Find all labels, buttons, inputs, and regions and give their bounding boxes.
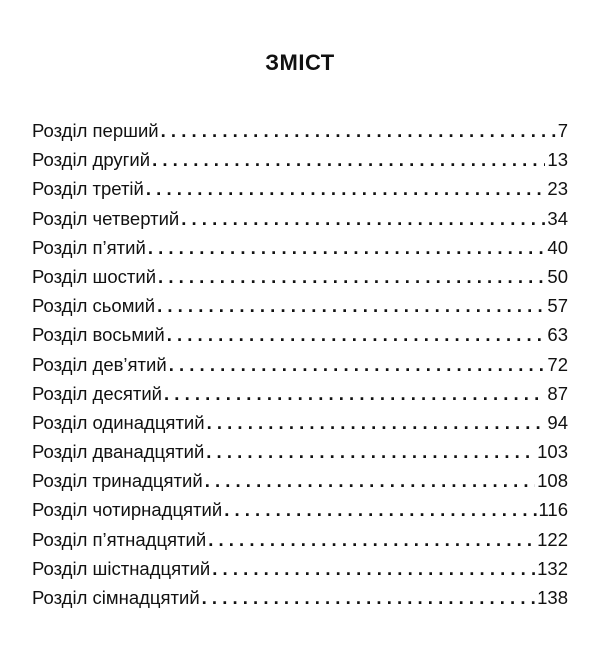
toc-entry-label: Розділ чотирнадцятий xyxy=(32,499,223,521)
toc-entry xyxy=(32,204,568,233)
toc-entry-page: 132 xyxy=(537,557,568,579)
toc-entry-label: Розділ четвертий xyxy=(32,207,180,229)
toc-entry-page: 13 xyxy=(547,149,568,171)
toc-entry-label: Розділ дев’ятий xyxy=(32,353,167,375)
toc-entry xyxy=(32,262,568,291)
toc-entry-page: 138 xyxy=(537,587,568,608)
toc-dot-leader xyxy=(208,525,535,554)
toc-entry-page: 122 xyxy=(537,528,568,550)
toc-entry-label: Розділ тринадцятий xyxy=(32,470,203,492)
toc-dot-leader xyxy=(158,262,545,291)
toc-dot-leader xyxy=(206,437,535,466)
toc-entry-page: 116 xyxy=(538,499,568,521)
toc-dot-leader xyxy=(212,554,535,583)
toc-entry-label: Розділ перший xyxy=(32,120,159,141)
toc-entry-page: 108 xyxy=(537,470,568,492)
toc-entry-page: 94 xyxy=(547,411,568,433)
toc-entry xyxy=(32,116,568,145)
toc-entry-label: Розділ другий xyxy=(32,149,151,171)
toc-dot-leader xyxy=(164,379,545,408)
toc-entry xyxy=(32,466,568,495)
toc-dot-leader xyxy=(224,495,536,524)
toc-entry-page: 23 xyxy=(547,178,568,200)
toc-dot-leader xyxy=(169,350,546,379)
toc-entry xyxy=(32,320,568,349)
toc-entry-label: Розділ п’ятнадцятий xyxy=(32,528,207,550)
toc-dot-leader xyxy=(146,174,546,203)
toc-entry-page: 50 xyxy=(547,265,568,287)
toc-dot-leader xyxy=(207,408,546,437)
toc-entry xyxy=(32,525,568,554)
toc-entry xyxy=(32,554,568,583)
toc-dot-leader xyxy=(181,204,545,233)
toc-dot-leader xyxy=(148,233,546,262)
toc-entry-page: 72 xyxy=(547,353,568,375)
toc-entry-page: 63 xyxy=(547,324,568,346)
toc-entry-page: 103 xyxy=(537,441,568,463)
toc-entry-label: Розділ третій xyxy=(32,178,144,200)
toc-entry xyxy=(32,174,568,203)
page-title: ЗМІСТ xyxy=(265,50,335,75)
toc-dot-leader xyxy=(205,466,535,495)
toc-entry xyxy=(32,233,568,262)
toc-dot-leader xyxy=(167,320,546,349)
toc-entry-label: Розділ десятий xyxy=(32,382,163,404)
toc-dot-leader xyxy=(157,291,545,320)
toc-entry xyxy=(32,291,568,320)
toc-entry xyxy=(32,408,568,437)
toc-entry-page: 57 xyxy=(547,295,568,317)
toc-entry-label: Розділ одинадцятий xyxy=(32,411,205,433)
toc-dot-leader xyxy=(202,583,535,612)
toc-entry-label: Розділ шостий xyxy=(32,265,157,287)
toc-entry xyxy=(32,350,568,379)
toc-entry xyxy=(32,379,568,408)
toc-entry-page: 34 xyxy=(547,207,568,229)
toc-entry-page: 40 xyxy=(547,236,568,258)
table-of-contents xyxy=(32,116,568,612)
toc-entry-label: Розділ сьомий xyxy=(32,295,156,317)
toc-entry xyxy=(32,583,568,612)
toc-entry-label: Розділ сімнадцятий xyxy=(32,587,200,608)
toc-entry-label: Розділ восьмий xyxy=(32,324,165,346)
toc-entry-page: 7 xyxy=(557,120,568,141)
toc-entry-label: Розділ дванадцятий xyxy=(32,441,205,463)
toc-entry xyxy=(32,437,568,466)
toc-dot-leader xyxy=(161,116,556,145)
toc-entry xyxy=(32,495,568,524)
toc-entry-label: Розділ шістнадцятий xyxy=(32,557,211,579)
toc-entry xyxy=(32,145,568,174)
toc-dot-leader xyxy=(152,145,545,174)
toc-entry-page: 87 xyxy=(547,382,568,404)
toc-entry-label: Розділ п’ятий xyxy=(32,236,146,258)
